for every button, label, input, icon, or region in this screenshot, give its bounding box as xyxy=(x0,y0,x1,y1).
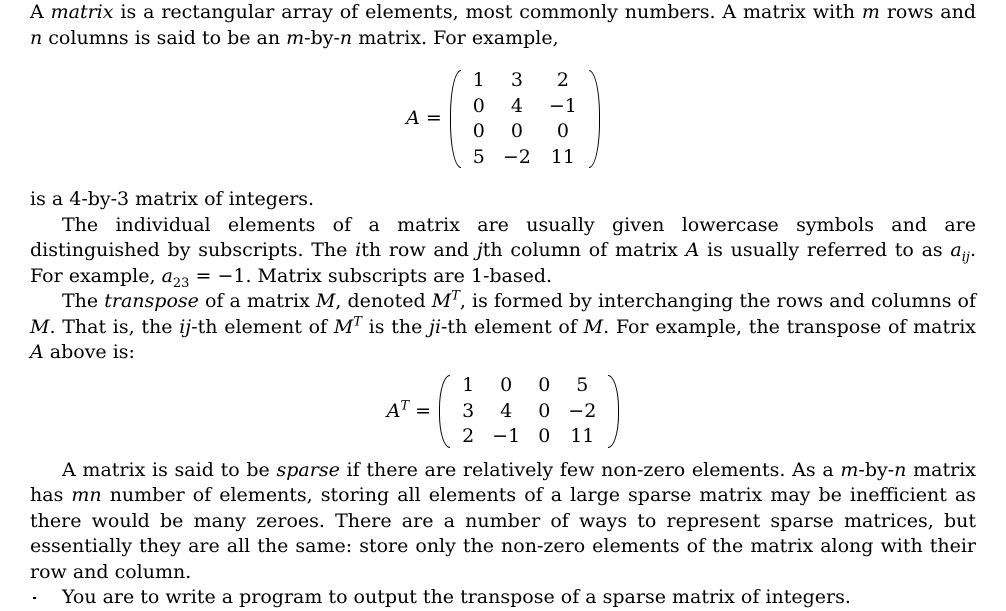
matrix-at-cell: 1 xyxy=(462,374,475,397)
matrix-at-label: $A^T$ = xyxy=(386,398,432,422)
matrix-at xyxy=(439,373,619,450)
matrix-a-cell: 0 xyxy=(556,120,569,142)
matrix-a-row xyxy=(464,145,586,171)
matrix-a-row xyxy=(464,119,586,145)
paragraph-sparse: A matrix is said to be sparse if there are relatively few non-zero elements. As a m-by-n matrix has mn number of elements, storing all elements of a large sparse matrix may be inefficient as there would be many zeroes. There are a number of ways to represent sparse matrices, but essentially they are all the same: store only the non-zero elements of the matrix along with their row and column. xyxy=(30,458,976,583)
matrix-at-row xyxy=(453,373,605,399)
matrix-at-cell: 3 xyxy=(462,399,475,422)
matrix-a-cell: 5 xyxy=(472,145,485,168)
matrix-a-cell: 2 xyxy=(556,69,569,91)
matrix-at-cell: 4 xyxy=(500,399,513,422)
matrix-at-cell: 5 xyxy=(576,374,589,397)
matrix-at-cell: −1 xyxy=(492,425,521,448)
matrix-a-cell: 0 xyxy=(472,120,485,142)
matrix-a-label: A = xyxy=(406,107,442,130)
matrix-at-cell: 0 xyxy=(500,374,513,397)
matrix-a-cell: 11 xyxy=(550,145,575,168)
matrix-at-cell: 0 xyxy=(538,425,551,448)
matrix-a-row xyxy=(464,68,586,94)
problem-statement xyxy=(30,0,976,611)
matrix-a-equation xyxy=(30,57,976,181)
matrix-a xyxy=(450,68,600,170)
matrix-at-equation xyxy=(30,371,976,453)
matrix-a-cell: −1 xyxy=(548,94,577,117)
paragraph-matrix-type: is a 4-by-3 matrix of integers. xyxy=(30,188,315,210)
matrix-at-cell: −2 xyxy=(568,399,597,422)
matrix-at-cell: 0 xyxy=(538,399,551,422)
matrix-at-cell: 2 xyxy=(462,425,475,448)
matrix-at-row xyxy=(453,424,605,450)
matrix-at-row xyxy=(453,399,605,425)
matrix-a-cell: −2 xyxy=(502,145,531,168)
matrix-a-cell: 0 xyxy=(472,94,485,117)
matrix-a-row xyxy=(464,94,586,120)
matrix-a-cell: 4 xyxy=(510,94,523,117)
matrix-at-cell: 0 xyxy=(538,374,551,397)
paragraph-task: You are to write a program to output the transpose of a sparse matrix of integers. xyxy=(62,586,851,608)
paragraph-transpose: The transpose of a matrix M, denoted $M^T$, is formed by interchanging the rows and columns of M. That is, the ij-th element of $M^T$ is the ji-th element of M. For example, the transpose of matrix A above is: xyxy=(30,288,976,363)
paragraph-subscripts: The individual elements of a matrix are usually given lowercase symbols and are distinguished by subscripts. The ith row and jth column of matrix A is usually referred to as $a_{ij}$. For example, $a_{23} = -1$. Matrix subscripts are 1-based. xyxy=(30,213,976,291)
paragraph-intro: A matrix is a rectangular array of elements, most commonly numbers. A matrix with m rows and n columns is said to be an m-by-n matrix. For example, xyxy=(30,1,976,49)
matrix-at-cell: 11 xyxy=(570,425,595,448)
matrix-a-cell: 0 xyxy=(510,120,523,142)
matrix-a-cell: 3 xyxy=(510,69,523,91)
matrix-a-cell: 1 xyxy=(472,69,485,91)
page-edge-mark xyxy=(33,597,36,599)
